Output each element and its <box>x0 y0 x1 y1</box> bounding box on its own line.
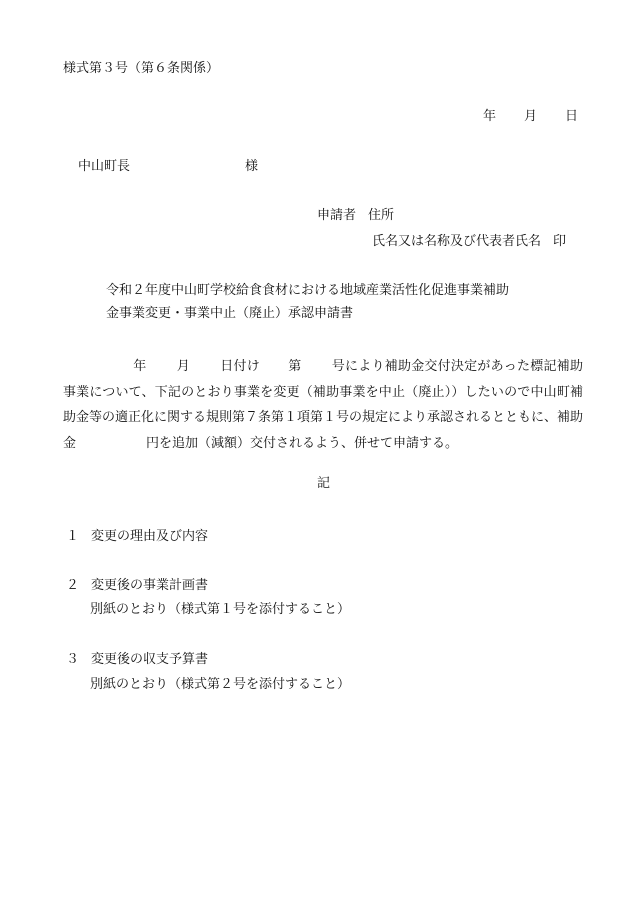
applicant-name-label: 氏名又は名称及び代表者氏名 <box>372 234 542 249</box>
body-number-prefix: 第 <box>287 359 302 374</box>
body-text-2: 円を追加（減額）交付されるよう、併せて申請する。 <box>146 435 459 451</box>
addressee-honorific: 様 <box>245 159 259 174</box>
body-text-1: 号により補助金交付決定があった標記補助事業について、下記のとおり事業を変更（補助事業を中止（廃止））したいので中山町補助金等の適正化に関する規則第７条第１項第１号の規定により承認されるとともに、補助金 <box>63 359 584 451</box>
item-number: ２ <box>66 578 80 593</box>
date-day: 日 <box>564 109 578 124</box>
date-month: 月 <box>523 109 537 124</box>
item-number: １ <box>66 529 80 544</box>
title-line-2: 金事業変更・事業中止（廃止）承認申請書 <box>106 306 354 321</box>
body-day: 日付け <box>220 359 260 374</box>
item-label: 変更後の事業計画書 <box>91 578 209 593</box>
applicant-address-line <box>317 207 394 225</box>
date-line <box>483 108 578 126</box>
item-note: 別紙のとおり（様式第２号を添付すること） <box>90 677 351 692</box>
addressee <box>78 158 258 176</box>
item-number: ３ <box>66 652 80 667</box>
body-year: 年 <box>133 359 147 374</box>
body-paragraph <box>63 354 583 456</box>
body-month: 月 <box>176 359 190 374</box>
addressee-name: 中山町長 <box>78 159 131 174</box>
form-number: 様式第３号（第６条関係） <box>63 61 220 76</box>
item-label: 変更後の収支予算書 <box>91 652 209 667</box>
list-item <box>66 528 208 546</box>
applicant-label: 申請者 <box>317 208 357 223</box>
applicant-address-label: 住所 <box>368 208 395 223</box>
title-line-1: 令和２年度中山町学校給食食材における地域産業活性化促進事業補助 <box>106 283 510 298</box>
applicant-name-line <box>372 233 566 251</box>
date-year: 年 <box>482 109 496 124</box>
applicant-seal: 印 <box>553 234 567 249</box>
item-label: 変更の理由及び内容 <box>91 529 209 544</box>
list-item <box>66 651 208 669</box>
ki-heading: 記 <box>317 476 331 491</box>
item-note: 別紙のとおり（様式第１号を添付すること） <box>90 602 351 617</box>
list-item <box>66 577 208 595</box>
